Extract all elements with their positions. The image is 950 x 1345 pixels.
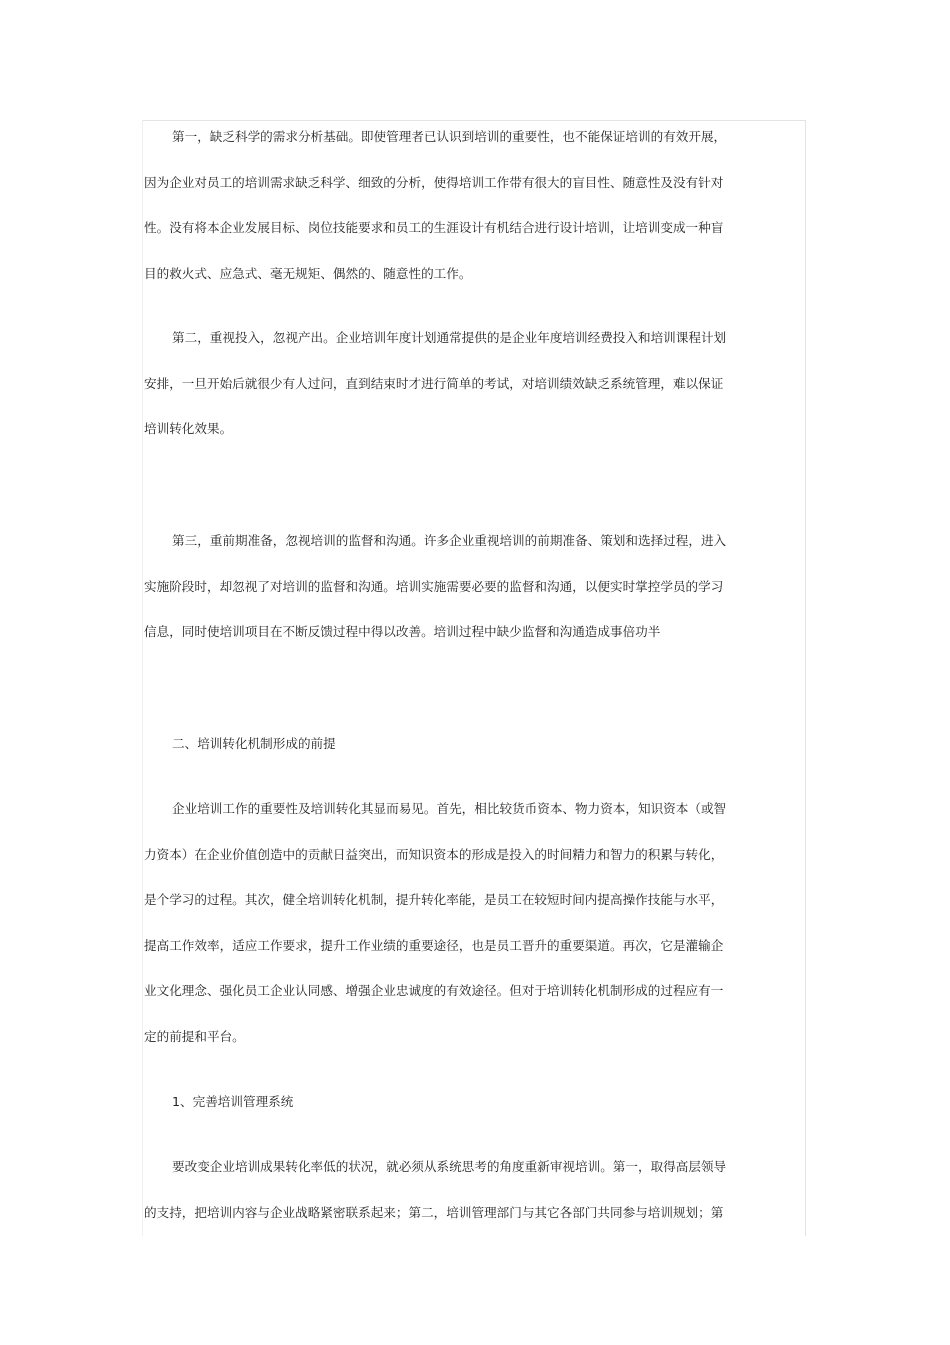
- paragraph-line: 第二，重视投入，忽视产出。企业培训年度计划通常提供的是企业年度培训经费投入和培训课程计划: [172, 330, 727, 345]
- paragraph-line: 实施阶段时，却忽视了对培训的监督和沟通。培训实施需要必要的监督和沟通，以便实时掌控学员的学习: [144, 578, 724, 594]
- paragraph-line: 性。没有将本企业发展目标、岗位技能要求和员工的生涯设计有机结合进行设计培训，让培训变成一种盲: [144, 220, 724, 235]
- paragraph-line: 目的救火式、应急式、毫无规矩、偶然的、随意性的工作。: [144, 265, 472, 281]
- paragraph-5: [144, 1155, 744, 1246]
- paragraph-2: [144, 326, 744, 463]
- paragraph-line: 要改变企业培训成果转化率低的状况，就必须从系统思考的角度重新审视培训。第一，取得高层领导: [172, 1159, 727, 1174]
- paragraph-line: 培训转化效果。: [144, 421, 233, 436]
- paragraph-line: 信息，同时使培训项目在不断反馈过程中得以改善。培训过程中缺少监督和沟通造成事倍功半: [144, 624, 661, 639]
- section-heading: [144, 732, 744, 778]
- paragraph-line: 因为企业对员工的培训需求缺乏科学、细致的分析，使得培训工作带有很大的盲目性、随意性及没有针对: [144, 174, 724, 190]
- paragraph-line: 是个学习的过程。其次，健全培训转化机制，提升转化率能，是员工在较短时间内提高操作技能与水平，: [144, 892, 724, 907]
- paragraph-line: 的支持，把培训内容与企业战略紧密联系起来；第二，培训管理部门与其它各部门共同参与培训规划；第: [144, 1204, 724, 1220]
- paragraph-line: 力资本）在企业价值创造中的贡献日益突出，而知识资本的形成是投入的时间精力和智力的积累与转化，: [144, 846, 724, 862]
- paragraph-line: 安排，一旦开始后就很少有人过问，直到结束时才进行简单的考试，对培训绩效缺乏系统管理，难以保证: [144, 375, 724, 391]
- paragraph-line: 第三，重前期准备，忽视培训的监督和沟通。许多企业重视培训的前期准备、策划和选择过程，进入: [172, 533, 727, 548]
- paragraph-line: 第一，缺乏科学的需求分析基础。即使管理者已认识到培训的重要性，也不能保证培训的有效开展，: [172, 129, 727, 144]
- subsection-heading: [144, 1090, 744, 1136]
- paragraph-3: [144, 529, 744, 666]
- paragraph-line: 业文化理念、强化员工企业认同感、增强企业忠诚度的有效途径。但对于培训转化机制形成的过程应有一: [144, 983, 724, 998]
- paragraph-4: [144, 797, 744, 1070]
- paragraph-line: 企业培训工作的重要性及培训转化其显而易见。首先，相比较货币资本、物力资本，知识资本（或智: [172, 801, 727, 816]
- paragraph-line: 提高工作效率，适应工作要求，提升工作业绩的重要途径，也是员工晋升的重要渠道。再次，它是灌输企: [144, 937, 724, 953]
- paragraph-1: [144, 125, 744, 307]
- section-heading-text: 二、培训转化机制形成的前提: [172, 736, 336, 751]
- subsection-heading-text: 1、完善培训管理系统: [172, 1094, 294, 1109]
- paragraph-line: 定的前提和平台。: [144, 1028, 245, 1044]
